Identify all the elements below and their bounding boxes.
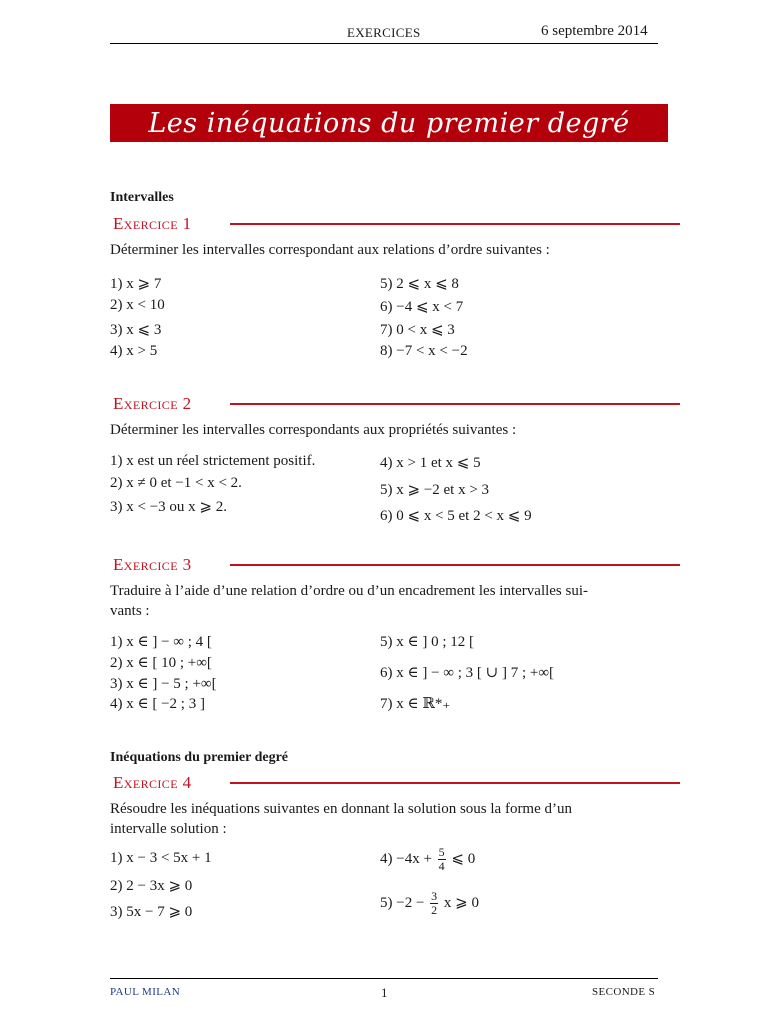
list-item: 1) x − 3 < 5x + 1 (110, 850, 212, 866)
list-item: 2) x ∈ [ 10 ; +∞[ (110, 655, 212, 671)
statement-line: Traduire à l’aide d’une relation d’ordre ou d’un encadrement les intervalles sui- (110, 583, 589, 599)
list-item: 7) x ∈ ℝ*₊ (380, 696, 451, 712)
footer-author: PAUL MILAN (110, 986, 181, 998)
exercise-label: Exercice (113, 773, 178, 792)
list-item: 5) x ∈ ] 0 ; 12 [ (380, 634, 475, 650)
list-item: 8) −7 < x < −2 (380, 343, 468, 359)
section-title-inequations: Inéquations du premier degré (110, 750, 288, 765)
list-item: 3) 5x − 7 ⩾ 0 (110, 904, 193, 920)
title-banner (110, 104, 668, 142)
list-item: 3) x ∈ ] − 5 ; +∞[ (110, 676, 217, 692)
exercise-2-heading (113, 394, 191, 414)
fraction-numerator: 5 (438, 845, 445, 859)
list-item: 2) x ≠ 0 et −1 < x < 2. (110, 475, 242, 491)
list-item: 5) 2 ⩽ x ⩽ 8 (380, 276, 459, 292)
list-item: 6) 0 ⩽ x < 5 et 2 < x ⩽ 9 (380, 508, 532, 524)
list-item: 1) x ⩾ 7 (110, 276, 162, 292)
item-prefix: 5) −2 − (380, 894, 425, 911)
exercise-2-rule (230, 403, 680, 405)
list-item: 2) 2 − 3x ⩾ 0 (110, 878, 193, 894)
list-item: 3) x < −3 ou x ⩾ 2. (110, 499, 227, 515)
list-item: 1) x est un réel strictement positif. (110, 453, 316, 469)
exercise-label: Exercice (113, 555, 178, 574)
item-prefix: 4) −4x + (380, 850, 432, 867)
header-date: 6 septembre 2014 (541, 23, 648, 39)
statement-line: Résoudre les inéquations suivantes en donnant la solution sous la forme d’un (110, 801, 573, 817)
list-item: 2) x < 10 (110, 297, 165, 313)
list-item: 6) −4 ⩽ x < 7 (380, 299, 464, 315)
exercise-4-rule (230, 782, 680, 784)
item-suffix: x ⩾ 0 (443, 894, 479, 911)
exercise-3-statement (110, 581, 588, 621)
exercise-number: 3 (182, 555, 192, 574)
list-item: 1) x ∈ ] − ∞ ; 4 [ (110, 634, 212, 650)
exercise-number: 2 (182, 394, 192, 413)
fraction-denominator: 4 (438, 859, 445, 873)
list-item: 7) 0 < x ⩽ 3 (380, 322, 455, 338)
footer-class: SECONDE S (592, 986, 656, 998)
exercise-4-statement (110, 799, 572, 839)
exercise-number: 4 (182, 773, 192, 792)
list-item: 3) x ⩽ 3 (110, 322, 162, 338)
exercise-2-statement: Déterminer les intervalles correspondants aux propriétés suivantes : (110, 422, 517, 438)
fraction (430, 890, 438, 917)
exercise-label: Exercice (113, 394, 178, 413)
exercise-4-heading (113, 773, 191, 793)
exercise-3-heading (113, 555, 191, 575)
section-title-intervals: Intervalles (110, 190, 174, 205)
statement-line: intervalle solution : (110, 821, 227, 837)
fraction (438, 846, 446, 873)
list-item: 6) x ∈ ] − ∞ ; 3 [ ∪ ] 7 ; +∞[ (380, 665, 555, 681)
list-item: 4) x > 1 et x ⩽ 5 (380, 455, 481, 471)
header-rule (110, 43, 658, 44)
exercise-1-statement: Déterminer les intervalles correspondant aux relations d’ordre suivantes : (110, 242, 550, 258)
header-label: EXERCICES (347, 25, 421, 40)
exercise-1-rule (230, 223, 680, 225)
list-item: 5) x ⩾ −2 et x > 3 (380, 482, 490, 498)
exercise-3-rule (230, 564, 680, 566)
page-title: Les inéquations du premier degré (148, 107, 630, 139)
exercise-label: Exercice (113, 214, 178, 233)
fraction-numerator: 3 (431, 889, 438, 903)
list-item (380, 890, 479, 917)
list-item (380, 846, 475, 873)
fraction-denominator: 2 (431, 903, 438, 917)
footer-rule (110, 978, 658, 979)
item-suffix: ⩽ 0 (451, 850, 476, 867)
statement-line: vants : (110, 603, 150, 619)
exercise-number: 1 (182, 214, 192, 233)
exercise-1-heading (113, 214, 191, 234)
list-item: 4) x ∈ [ −2 ; 3 ] (110, 696, 205, 712)
page-number: 1 (381, 985, 388, 1000)
list-item: 4) x > 5 (110, 343, 158, 359)
